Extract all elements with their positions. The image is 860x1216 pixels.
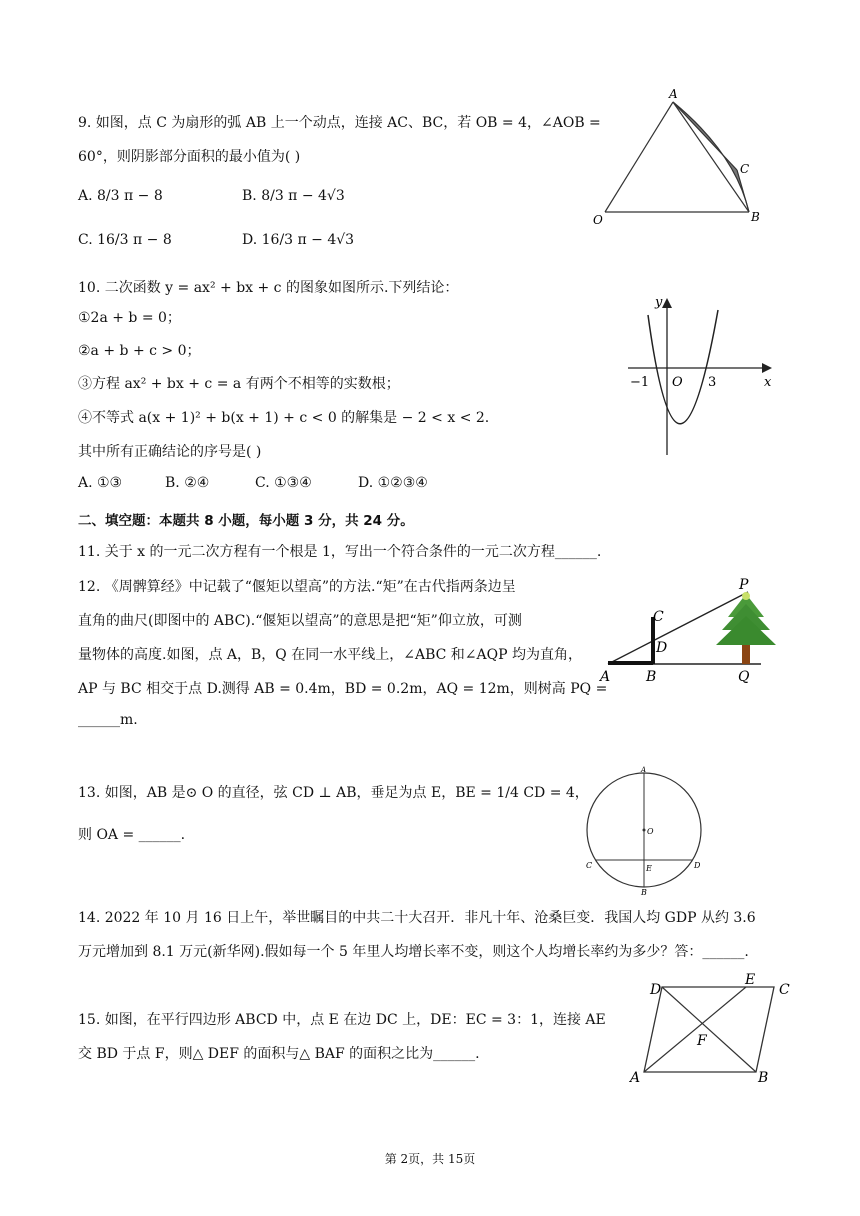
q15-label-c: C [779, 982, 790, 998]
q12-label-c: C [653, 609, 664, 625]
q10-label-y: y [655, 295, 663, 310]
q15-label-e: E [745, 972, 756, 988]
q12-label-a: A [600, 669, 611, 685]
q9-label-c: C [740, 162, 750, 176]
q12-line4: AP 与 BC 相交于点 D.测得 AB = 0.4m，BD = 0.2m，AQ = 12m，则树高 PQ = [78, 681, 608, 697]
q15-line2: 交 BD 于点 F，则△ DEF 的面积与△ BAF 的面积之比为______. [78, 1046, 480, 1062]
q12-label-p: P [739, 577, 749, 593]
q9-stem-line1: 9. 如图，点 C 为扇形的弧 AB 上一个动点，连接 AC、BC，若 OB = 4，∠AOB = [78, 115, 601, 131]
q9-stem-line2: 60°，则阴影部分面积的最小值为( ) [78, 149, 301, 165]
q13-circle-figure [580, 764, 710, 896]
q13-label-o: O [647, 827, 654, 836]
q9-option-a: A. 8/3 π − 8 [78, 188, 163, 204]
q9-option-d: D. 16/3 π − 4√3 [242, 232, 355, 248]
q10-parabola-graph [620, 290, 780, 460]
tree-icon [716, 592, 776, 645]
q15-parallelogram-figure [622, 972, 802, 1087]
q13-line2: 则 OA = ______. [78, 827, 186, 843]
q10-label-3: 3 [708, 375, 717, 390]
q15-label-b: B [758, 1070, 769, 1086]
q12-label-q: Q [738, 669, 750, 685]
q10-stem-line6: 其中所有正确结论的序号是( ) [78, 444, 262, 460]
q10-label-x: x [764, 375, 772, 390]
q9-option-b: B. 8/3 π − 4√3 [242, 188, 345, 204]
q12-line2: 直角的曲尺(即图中的 ABC).“偃矩以望高”的意思是把“矩”仰立放，可测 [78, 613, 522, 629]
q9-option-c: C. 16/3 π − 8 [78, 232, 172, 248]
q10-option-d: D. ①②③④ [358, 475, 428, 491]
q13-label-c: C [586, 861, 593, 870]
q12-label-d: D [656, 640, 668, 656]
q11-text: 11. 关于 x 的一元二次方程有一个根是 1，写出一个符合条件的一元二次方程______. [78, 544, 602, 560]
q9-label-a: A [669, 87, 678, 101]
q14-line2: 万元增加到 8.1 万元(新华网).假如每一个 5 年里人均增长率不变，则这个人均增长率约为多少？答：______. [78, 944, 749, 960]
q12-line3: 量物体的高度.如图，点 A，B，Q 在同一水平线上，∠ABC 和∠AQP 均为直角， [78, 647, 582, 663]
q12-tree-figure [596, 572, 781, 684]
q15-label-a: A [630, 1070, 641, 1086]
q15-line1: 15. 如图，在平行四边形 ABCD 中，点 E 在边 DC 上，DE：EC = 3：1，连接 AE [78, 1012, 606, 1028]
q10-statement-2: ②a + b + c > 0； [78, 343, 201, 359]
q14-line1: 14. 2022 年 10 月 16 日上午，举世瞩目的中共二十大召开．非凡十年、沧桑巨变．我国人均 GDP 从约 3.6 [78, 910, 756, 926]
q10-option-c: C. ①③④ [255, 475, 312, 491]
q12-line5: ______m. [78, 712, 138, 728]
q9-label-b: B [751, 210, 760, 224]
q13-label-b: B [641, 888, 647, 897]
q10-option-a: A. ①③ [78, 475, 123, 491]
q13-label-a: A [641, 766, 647, 774]
q9-sector-figure [585, 88, 770, 233]
page-footer: 第 2页，共 15页 [384, 1152, 476, 1166]
q13-label-d: D [694, 861, 701, 870]
q12-line1: 12. 《周髀算经》中记载了“偃矩以望高”的方法.“矩”在古代指两条边呈 [78, 579, 516, 595]
q10-option-b: B. ②④ [165, 475, 210, 491]
q10-statement-1: ①2a + b = 0； [78, 310, 181, 326]
q10-label-minus1: −1 [630, 375, 650, 390]
q13-line1: 13. 如图，AB 是⊙ O 的直径，弦 CD ⊥ AB，垂足为点 E，BE = 1/4 CD = 4， [78, 785, 589, 801]
q12-label-b: B [646, 669, 657, 685]
q10-stem-line1: 10. 二次函数 y = ax² + bx + c 的图象如图所示.下列结论： [78, 280, 459, 296]
q13-label-e: E [646, 864, 652, 873]
tree-trunk-icon [742, 642, 750, 664]
q15-label-d: D [650, 982, 662, 998]
q10-statement-4: ④不等式 a(x + 1)² + b(x + 1) + c < 0 的解集是 − 2 < x < 2. [78, 410, 490, 426]
q10-statement-3: ③方程 ax² + bx + c = a 有两个不相等的实数根； [78, 376, 400, 392]
q10-label-origin: O [672, 375, 683, 390]
q15-label-f: F [697, 1033, 707, 1049]
section-2-heading: 二、填空题：本题共 8 小题，每小题 3 分，共 24 分。 [78, 513, 414, 529]
q9-label-o: O [593, 213, 603, 227]
